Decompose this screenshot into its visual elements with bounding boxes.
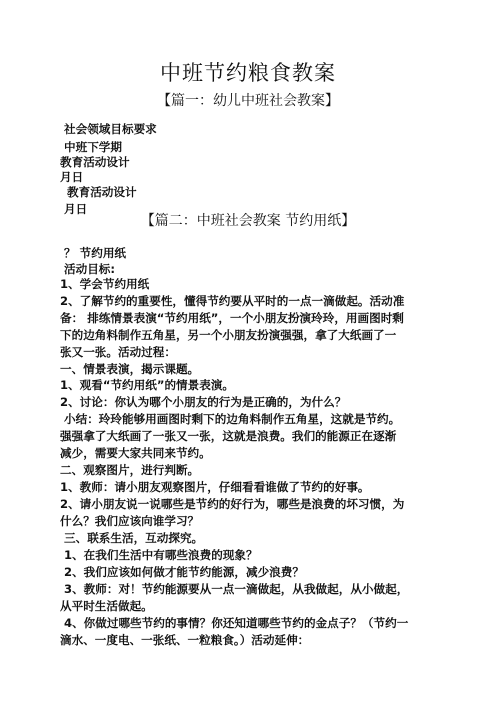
- section1-line: 中班下学期: [64, 140, 122, 154]
- section1-heading: 【篇一：幼儿中班社会教案】: [157, 93, 339, 109]
- document-title: 中班节约粮食教案: [160, 61, 336, 85]
- section2-line: 小结：玲玲能够用画图时剩下的边角料制作五角星，这就是节约。: [64, 412, 401, 426]
- section2-line: 二、观察图片，进行判断。: [60, 463, 200, 477]
- section2-line: 从平时生活做起。: [60, 599, 153, 613]
- section1-line: 月日: [60, 170, 84, 184]
- section2-line: 2、讨论：你认为哪个小朋友的行为是正确的，为什么？: [60, 395, 347, 409]
- section2-line: 张又一张。活动过程：: [60, 345, 176, 359]
- section2-line: 1、学会节约用纸: [60, 277, 150, 291]
- section2-line: 三、联系生活，互动探究。: [64, 531, 204, 545]
- section1-line: 教育活动设计: [60, 155, 130, 169]
- section2-line: 活动目标:: [64, 262, 116, 276]
- section1-line: 社会领域目标要求: [64, 122, 157, 136]
- section1-line: 教育活动设计: [67, 185, 137, 199]
- section2-line: 一、情景表演，揭示课题。: [60, 362, 200, 376]
- section2-line: 3、教师：对！节约能源要从一点一滴做起，从我做起，从小做起，: [64, 582, 409, 596]
- section2-heading: 【篇二：中班社会教案 节约用纸】: [140, 213, 356, 229]
- section2-line: 1、观看“节约用纸”的情景表演。: [60, 378, 235, 392]
- section2-line: 下的边角料制作五角星，另一个小朋友扮演强强，拿了大纸画了一: [60, 328, 397, 342]
- section2-line: 2、我们应该如何做才能节约能源，减少浪费？: [64, 565, 304, 579]
- section2-line: ？ 节约用纸: [64, 246, 127, 260]
- section2-line: 1、在我们生活中有哪些浪费的现象？: [64, 548, 258, 562]
- section2-line: 强强拿了大纸画了一张又一张，这就是浪费。我们的能源正在逐渐: [60, 429, 397, 443]
- section2-line: 什么？我们应该向谁学习？: [60, 514, 200, 528]
- section2-line: 2、了解节约的重要性，懂得节约要从平时的一点一滴做起。活动准: [60, 294, 405, 308]
- section2-line: 滴水、一度电、一张纸、一粒粮食。）活动延伸：: [60, 633, 310, 647]
- section2-line: 备： 排练情景表演“节约用纸”，一个小朋友扮演玲玲，用画图时剩: [60, 311, 404, 325]
- section2-line: 1、教师：请小朋友观察图片，仔细看看谁做了节约的好事。: [60, 480, 370, 494]
- section1-line: 月日: [64, 202, 88, 216]
- section2-line: 2、请小朋友说一说哪些是节约的好行为，哪些是浪费的坏习惯，为: [60, 497, 405, 511]
- section2-line: 减少，需要大家共同来节约。: [60, 446, 211, 460]
- section2-line: 4、你做过哪些节约的事情？你还知道哪些节约的金点子？（节约一: [64, 616, 409, 630]
